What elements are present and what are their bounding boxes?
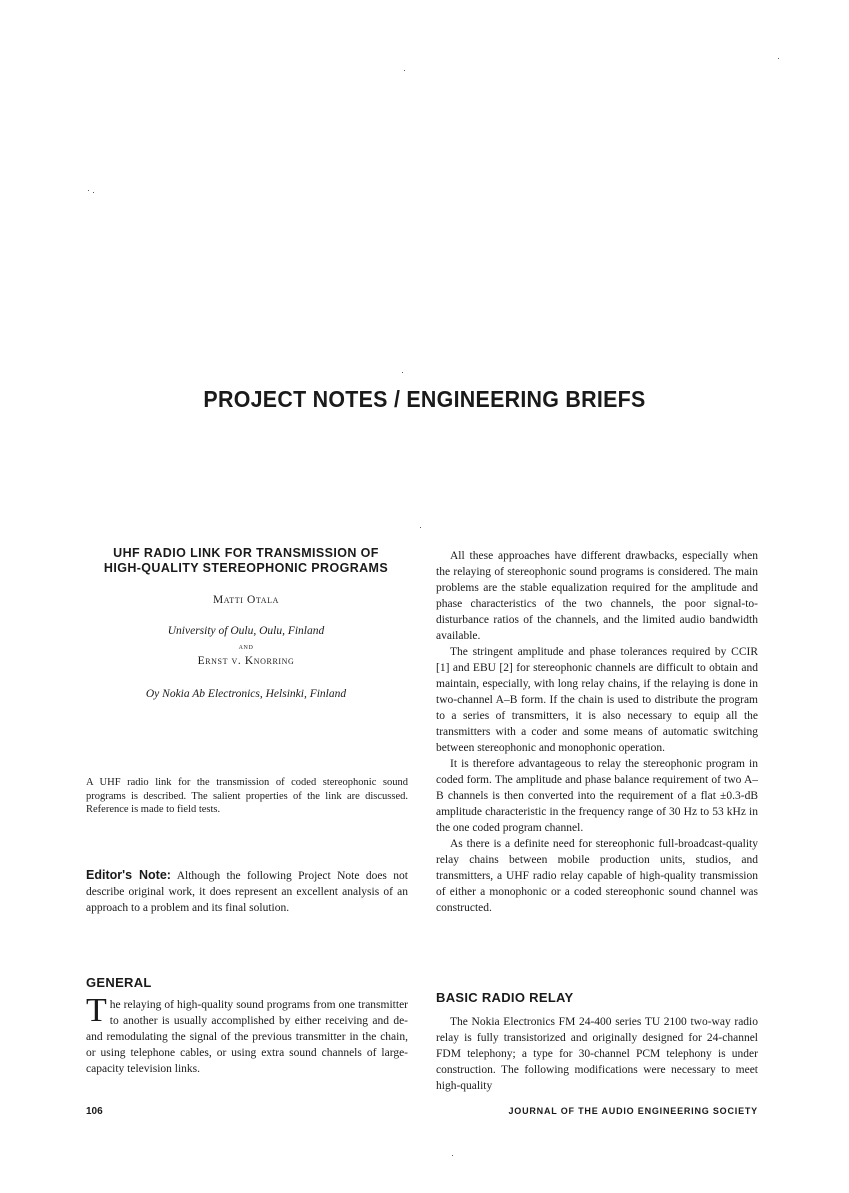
author-affiliation: Oy Nokia Ab Electronics, Helsinki, Finland	[145, 688, 347, 700]
right-column-text	[436, 548, 758, 916]
section-body-basic-radio-relay	[436, 1014, 758, 1094]
author-name: Matti Otala	[212, 594, 280, 606]
paragraph: The stringent amplitude and phase tolerances required by CCIR [1] and EBU [2] for stereophonic channels are difficult to obtain and maintain, especially, with long relay chains, if the relaying is done in two-channel A–B form. If the chain is used to distribute the program to a series of transmitters, it is also necessary to equip all the transmitters with a coder and some means of automatic switching between stereophonic and monophonic operation.	[436, 646, 758, 754]
paragraph: The Nokia Electronics FM 24-400 series TU 2100 two-way radio relay is fully transistorized and originally designed for 24-channel FDM telephony; a type for 30-channel PCM telephony is under construction. The following modifications were necessary to meet high-quality	[436, 1016, 758, 1092]
scan-speck	[404, 70, 405, 71]
author-conjunction: and	[238, 641, 254, 651]
paragraph-text: he relaying of high-quality sound programs from one transmitter to another is usually accomplished by either receiving and de- and remodulating the signal of the previous transmitter in the chain, or using telephone cables, or using extra sound channels of large-capacity television links.	[86, 999, 408, 1075]
scan-speck	[452, 1155, 453, 1156]
editors-note-text: Although the following Project Note does not describe original work, it does represent an excellent analysis of an approach to a problem and its final solution.	[86, 870, 408, 914]
editors-note-label: Editor's Note:	[86, 868, 171, 882]
page-number: 106	[86, 1106, 103, 1117]
section-heading-general: GENERAL	[86, 975, 152, 990]
scan-speck	[93, 192, 94, 193]
scan-speck	[88, 190, 89, 191]
author-name: Ernst v. Knorring	[197, 655, 295, 667]
paragraph: All these approaches have different drawbacks, especially when the relaying of stereophonic sound programs is considered. The main problems are the stable equalization required for the amplitude and phase characteristics of the two channels, the poor signal-to-disturbance ratios of the channels, and the limited audio bandwidth available.	[436, 550, 758, 642]
journal-name: JOURNAL OF THE AUDIO ENGINEERING SOCIETY	[508, 1106, 758, 1116]
page-heading: PROJECT NOTES / ENGINEERING BRIEFS	[203, 386, 646, 412]
scan-speck	[402, 372, 403, 373]
article-title-line1: UHF RADIO LINK FOR TRANSMISSION OF	[113, 546, 379, 560]
section-body-general	[86, 992, 408, 1077]
section-heading-basic-radio-relay: BASIC RADIO RELAY	[436, 990, 574, 1005]
scan-speck	[420, 527, 421, 528]
author-affiliation: University of Oulu, Oulu, Finland	[167, 625, 325, 637]
scan-speck	[778, 58, 779, 59]
paragraph	[86, 992, 408, 1077]
drop-cap: T	[86, 992, 107, 1029]
abstract: A UHF radio link for the transmission of coded stereophonic sound programs is described. The salient properties of the link are discussed. Reference is made to field tests.	[86, 777, 408, 815]
paragraph: It is therefore advantageous to relay the stereophonic program in coded form. The amplitude and phase balance requirement of two A–B channels is then converted into the requirement of a flat ±0.3-dB amplitude characteristic in the frequency range of 30 Hz to 53 kHz in the one coded program channel.	[436, 758, 758, 834]
article-title-line2: HIGH-QUALITY STEREOPHONIC PROGRAMS	[103, 561, 389, 575]
article-title	[82, 546, 410, 576]
editors-note	[86, 867, 408, 916]
paragraph: As there is a definite need for stereophonic full-broadcast-quality relay chains between mobile production units, studios, and transmitters, a UHF radio relay capable of high-quality transmission of either a monophonic or a coded stereophonic sound channel was constructed.	[436, 838, 758, 914]
